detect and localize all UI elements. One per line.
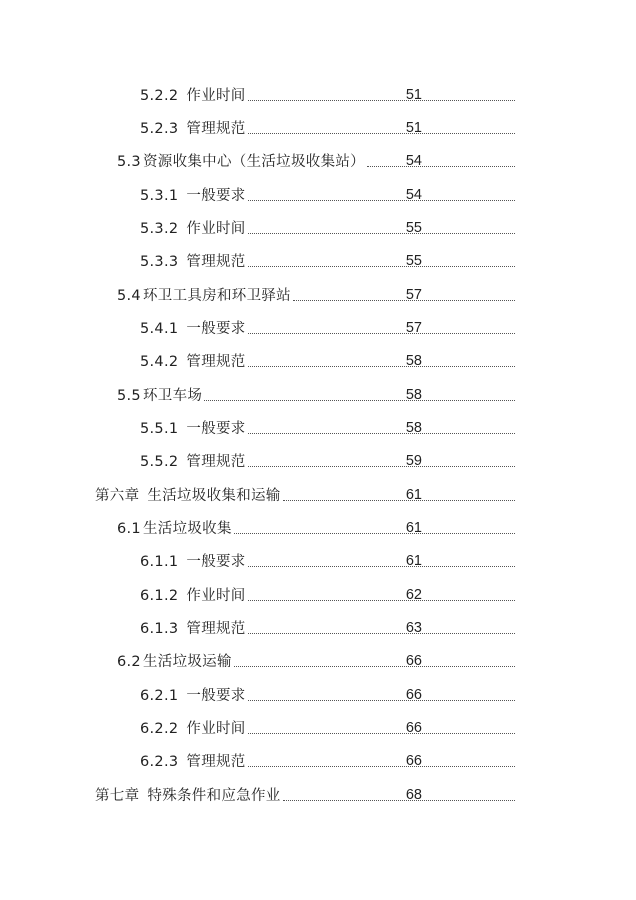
toc-entry-title (140, 686, 246, 706)
dot-leader (283, 800, 515, 801)
toc-entry-page: 55 (405, 253, 422, 269)
toc-entry-title (117, 652, 232, 672)
toc-entry-page: 51 (405, 120, 422, 136)
dot-leader (248, 633, 515, 634)
toc-entry-page: 68 (405, 787, 422, 803)
toc-entry[interactable] (140, 182, 518, 206)
toc-entry[interactable] (140, 115, 518, 139)
toc-entry-page: 51 (405, 87, 422, 103)
dot-leader (248, 600, 515, 601)
dot-leader (248, 733, 515, 734)
dot-leader (248, 333, 515, 334)
dot-leader (234, 666, 515, 667)
toc-entry-page: 66 (405, 687, 422, 703)
toc-entry-page: 57 (405, 287, 422, 303)
toc-entry[interactable] (117, 382, 518, 406)
toc-entry[interactable] (117, 148, 518, 172)
toc-entry-number: 5.4 (117, 288, 141, 304)
toc-entry-number: 6.2 (117, 654, 141, 670)
toc-entry-number: 6.1.1 (140, 554, 179, 570)
toc-entry-text: 一般要求 (186, 421, 246, 437)
toc-entry-title (117, 152, 365, 172)
dot-leader (248, 100, 515, 101)
toc-entry[interactable] (140, 615, 518, 639)
toc-entry-text: 环卫工具房和环卫驿站 (142, 288, 291, 304)
toc-entry-number: 5.5.1 (140, 421, 179, 437)
toc-entry-number: 5.3 (117, 154, 141, 170)
toc-entry-title (140, 752, 246, 772)
toc-entry[interactable] (140, 548, 518, 572)
toc-entry-text: 作业时间 (186, 88, 246, 104)
toc-entry-title (140, 86, 246, 106)
toc-entry-number: 第七章 (95, 788, 140, 804)
toc-entry-number: 5.3.3 (140, 254, 179, 270)
dot-leader (234, 533, 515, 534)
toc-entry-number: 5.2.3 (140, 121, 179, 137)
toc-entry-title (117, 286, 291, 306)
toc-entry-text: 资源收集中心（生活垃圾收集站） (142, 154, 365, 170)
toc-entry-number: 6.2.1 (140, 688, 179, 704)
toc-entry-title (95, 486, 281, 506)
dot-leader (248, 233, 515, 234)
toc-entry-page: 63 (405, 620, 422, 636)
toc-entry-text: 一般要求 (186, 688, 246, 704)
toc-entry-title (117, 519, 232, 539)
toc-entry[interactable] (117, 515, 518, 539)
toc-entry-number: 6.2.2 (140, 721, 179, 737)
dot-leader (248, 133, 515, 134)
toc-entry-title (140, 219, 246, 239)
toc-entry-page: 54 (405, 153, 422, 169)
toc-entry-text: 一般要求 (186, 554, 246, 570)
toc-entry[interactable] (140, 582, 518, 606)
toc-entry-page: 66 (405, 753, 422, 769)
toc-entry-text: 作业时间 (186, 221, 246, 237)
toc-entry-title (140, 586, 246, 606)
toc-entry-text: 管理规范 (186, 454, 246, 470)
dot-leader (283, 500, 515, 501)
toc-entry-number: 5.5 (117, 388, 141, 404)
toc-entry-title (140, 419, 246, 439)
toc-entry-title (140, 352, 246, 372)
toc-entry-title (140, 319, 246, 339)
toc-entry-text: 环卫车场 (142, 388, 203, 404)
dot-leader (204, 400, 515, 401)
toc-entry-text: 作业时间 (186, 588, 246, 604)
toc-entry[interactable] (140, 348, 518, 372)
toc-entry-title (140, 252, 246, 272)
toc-entry-title (140, 119, 246, 139)
toc-entry[interactable] (140, 715, 518, 739)
toc-entry-chapter[interactable] (95, 482, 518, 506)
toc-entry[interactable] (140, 415, 518, 439)
dot-leader (248, 566, 515, 567)
toc-entry-text: 生活垃圾运输 (142, 654, 232, 670)
toc-entry-number: 第六章 (95, 488, 140, 504)
dot-leader (248, 433, 515, 434)
toc-entry-page: 61 (405, 487, 422, 503)
toc-entry[interactable] (140, 248, 518, 272)
toc-entry-text: 管理规范 (186, 354, 246, 370)
toc-entry-text: 管理规范 (186, 754, 246, 770)
dot-leader (293, 300, 515, 301)
toc-entry-text: 特殊条件和应急作业 (147, 788, 281, 804)
toc-entry-number: 6.1.3 (140, 621, 179, 637)
toc-entry-title (140, 552, 246, 572)
toc-entry-page: 66 (405, 720, 422, 736)
toc-entry-number: 6.2.3 (140, 754, 179, 770)
toc-entry-page: 55 (405, 220, 422, 236)
toc-entry[interactable] (117, 648, 518, 672)
toc-entry-page: 61 (405, 553, 422, 569)
toc-entry-title (140, 186, 246, 206)
toc-entry[interactable] (140, 748, 518, 772)
toc-entry-page: 59 (405, 453, 422, 469)
toc-entry-title (140, 719, 246, 739)
toc-entry-page: 57 (405, 320, 422, 336)
dot-leader (248, 200, 515, 201)
dot-leader (248, 366, 515, 367)
toc-entry-title (140, 619, 246, 639)
dot-leader (248, 266, 515, 267)
toc-entry-text: 一般要求 (186, 321, 246, 337)
toc-entry-title (140, 452, 246, 472)
toc-entry[interactable] (117, 282, 518, 306)
toc-entry-text: 一般要求 (186, 188, 246, 204)
toc-entry-text: 作业时间 (186, 721, 246, 737)
toc-entry-title (117, 386, 202, 406)
toc-entry-page: 58 (405, 420, 422, 436)
toc-entry-number: 5.4.1 (140, 321, 179, 337)
dot-leader (367, 166, 515, 167)
toc-entry-text: 生活垃圾收集和运输 (147, 488, 281, 504)
toc-entry-text: 管理规范 (186, 621, 246, 637)
toc-entry[interactable] (140, 215, 518, 239)
toc-entry-number: 5.4.2 (140, 354, 179, 370)
dot-leader (248, 466, 515, 467)
toc-entry-number: 5.2.2 (140, 88, 179, 104)
toc-entry-number: 6.1.2 (140, 588, 179, 604)
toc-entry-title (95, 786, 281, 806)
toc-entry-page: 58 (405, 353, 422, 369)
toc-entry-page: 61 (405, 520, 422, 536)
toc-entry-chapter[interactable] (95, 782, 518, 806)
toc-entry-text: 管理规范 (186, 254, 246, 270)
toc-entry-number: 5.3.2 (140, 221, 179, 237)
toc-entry-page: 62 (405, 587, 422, 603)
toc-entry-number: 5.3.1 (140, 188, 179, 204)
toc-entry-text: 生活垃圾收集 (142, 521, 232, 537)
toc-entry-page: 54 (405, 187, 422, 203)
toc-entry-page: 66 (405, 653, 422, 669)
toc-entry-number: 6.1 (117, 521, 141, 537)
toc-entry[interactable] (140, 82, 518, 106)
dot-leader (248, 700, 515, 701)
toc-entry[interactable] (140, 448, 518, 472)
toc-entry-text: 管理规范 (186, 121, 246, 137)
toc-entry[interactable] (140, 682, 518, 706)
dot-leader (248, 766, 515, 767)
toc-entry-page: 58 (405, 387, 422, 403)
toc-entry[interactable] (140, 315, 518, 339)
toc-entry-number: 5.5.2 (140, 454, 179, 470)
